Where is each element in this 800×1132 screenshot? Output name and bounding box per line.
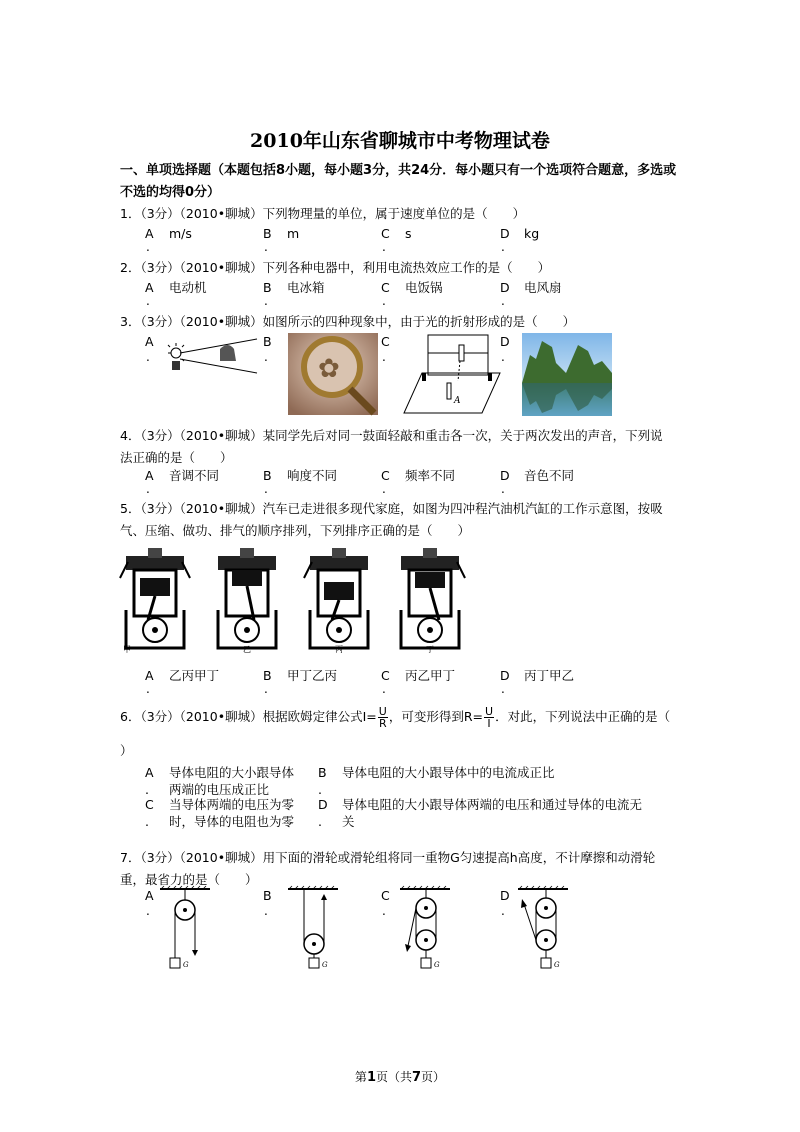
exam-page: 2010年山东省聊城市中考物理试卷 一、单项选择题（本题包括8小题，每小题3分，共24分．每小题只有一个选项符合题意，多选或 不选的均得0分） 1．（3分）（2010•聊城）下列物理量的单位，属于速度单位的是（ ） A m/s B m C s D kg . . . . 2．（3分）（2010•聊城）下列各种电器中，利用电流热效应工作的是（ ） A 电动机 B 电冰箱 C 电饭锅 D 电风扇 . . . . 3．（3分）（2010•聊城）如图所示的四种现象中，由于光的折射形成的是（ ） A B C D . . . . ✿ A 4．（3分）（2010•聊城）某同学先后对同一鼓面轻敲和重击各一次，关于两次发出的声音，下列说 法正确的是（ ） A 音调不同 B 响度不同 C 频率不同 D 音色不同 . . . . 5．（3分）（2010•聊城）汽车已走进很多现代家庭，如图为四冲程汽油机汽缸的工作示意图，按吸 气、压缩、做功、排气的顺序排列，下列排序正确的是（ ） 甲 乙 丙 丁 A 乙丙甲丁 B 甲丁乙丙 C 丙乙甲丁 D 丙丁甲乙 . . . . 6．（3分）（2010•聊城）根据欧姆定律公式I= $\frac{U}{R}$ ，可变形得到R= $\frac{U}{I}$ ．对此，下列说法中正确的是（ ） A 导体电阻的大小跟导体 . 两端的电压成正比 B 导体电阻的大小跟导体中的电流成正比 . C 当导体两端的电压为零 . 时，导体的电阻也为零 D 导体电阻的大小跟导体两端的电压和通过导体的电流无 . 关 7．（3分）（2010•聊城）用下面的滑轮或滑轮组将同一重物G匀速提高h高度，不计摩擦和动滑轮 重，最省力的是（ ） A B C D . . . . G G G G 第1页（共7页） [0, 0, 800, 1132]
q3-option-b-label: B [263, 334, 272, 349]
q2-option-a: A 电动机 [145, 280, 207, 295]
question-number: 7． [120, 850, 141, 865]
question-stem: 下列物理量的单位，属于速度单位的是（ ） [262, 206, 526, 221]
q5-engine-label-2: 乙 [243, 645, 251, 654]
q6-option-b: B 导体电阻的大小跟导体中的电流成正比 . [318, 765, 555, 797]
question-source: （2010•聊城） [179, 428, 263, 443]
q5-option-d: D 丙丁甲乙 [500, 668, 575, 683]
question-5 [120, 498, 690, 542]
q7-pulley-figure-a [160, 886, 220, 976]
q7-option-a-label: A [145, 888, 154, 903]
q5-option-a: A 乙丙甲丁 [145, 668, 220, 683]
q3-figure-c-label: A [454, 396, 461, 406]
q3-option-a-label: A [145, 334, 154, 349]
question-stem-part-b: ，可变形得到R= [388, 709, 483, 724]
q2-option-c: C 电饭锅 [381, 280, 443, 295]
q3-figure-d-landscape-photo [522, 333, 612, 416]
question-stem-line1: 汽车已走进很多现代家庭，如图为四冲程汽油机汽缸的工作示意图，按吸 [262, 501, 663, 516]
q7-option-b-label: B [263, 888, 272, 903]
question-stem-part-c: ．对此，下列说法中正确的是（ [495, 709, 671, 724]
q7-pulley-figure-c [400, 886, 460, 976]
question-stem-line2: 法正确的是（ ） [120, 450, 233, 465]
q6-option-a: A 导体电阻的大小跟导体 . 两端的电压成正比 [145, 765, 295, 797]
question-score: （3分） [140, 850, 180, 865]
question-stem: 下列各种电器中，利用电流热效应工作的是（ ） [262, 260, 551, 275]
q5-option-b: B 甲丁乙丙 [263, 668, 338, 683]
q1-option-b: B m [263, 226, 300, 241]
question-stem-line2: 气、压缩、做功、排气的顺序排列，下列排序正确的是（ ） [120, 523, 471, 538]
q3-figure-a-shadow-image [162, 335, 262, 385]
question-score: （3分） [140, 501, 180, 516]
q7-pulley-figure-b [288, 886, 348, 976]
question-score: （3分） [140, 709, 180, 724]
question-number: 1． [120, 206, 141, 221]
question-number: 3． [120, 314, 141, 329]
question-stem-line2: 重，最省力的是（ ） [120, 872, 258, 887]
question-6-closing: ） [120, 743, 133, 758]
q7-weight-label-b: G [322, 961, 328, 969]
section-heading-line2: 不选的均得0分） [120, 185, 221, 200]
q4-option-c: C 频率不同 [381, 468, 456, 483]
question-stem-part-a: 根据欧姆定律公式I= [262, 709, 377, 724]
q7-weight-label-a: G [183, 961, 189, 969]
q1-option-c: C s [381, 226, 412, 241]
q5-engine-figure-4 [393, 548, 468, 653]
question-7 [120, 847, 690, 891]
page-title: 2010年山东省聊城市中考物理试卷 [250, 130, 550, 152]
q5-engine-label-3: 丙 [335, 645, 343, 654]
question-number: 6． [120, 709, 141, 724]
question-source: （2010•聊城） [179, 709, 263, 724]
q7-weight-label-c: G [434, 961, 440, 969]
question-number: 4． [120, 428, 141, 443]
q5-engine-label-4: 丁 [426, 645, 434, 654]
q5-engine-figure-2 [210, 548, 285, 653]
question-score: （3分） [140, 206, 180, 221]
question-2 [120, 257, 690, 279]
q2-option-d: D 电风扇 [500, 280, 562, 295]
question-6 [120, 706, 690, 729]
q5-engine-figure-3 [302, 548, 377, 653]
q6-option-c: C 当导体两端的电压为零 . 时，导体的电阻也为零 [145, 797, 295, 829]
question-score: （3分） [140, 314, 180, 329]
section-heading-line1: 一、单项选择题（本题包括8小题，每小题3分，共24分．每小题只有一个选项符合题意，多选或 [120, 163, 677, 178]
question-source: （2010•聊城） [179, 314, 263, 329]
question-stem: 如图所示的四种现象中，由于光的折射形成的是（ ） [262, 314, 576, 329]
q4-option-d: D 音色不同 [500, 468, 575, 483]
q1-option-d: D kg [500, 226, 540, 241]
question-source: （2010•聊城） [179, 501, 263, 516]
question-stem-line1: 某同学先后对同一鼓面轻敲和重击各一次，关于两次发出的声音，下列说 [262, 428, 663, 443]
q3-option-c-label: C [381, 334, 390, 349]
q5-option-c: C 丙乙甲丁 [381, 668, 456, 683]
question-score: （3分） [140, 428, 180, 443]
question-number: 5． [120, 501, 141, 516]
q3-figure-b-magnifier-image [288, 333, 378, 415]
question-source: （2010•聊城） [179, 206, 263, 221]
question-number: 2． [120, 260, 141, 275]
question-source: （2010•聊城） [179, 850, 263, 865]
formula-u-over-r: $\frac{U}{R}$ [378, 705, 387, 730]
q7-option-c-label: C [381, 888, 390, 903]
q3-option-d-label: D [500, 334, 510, 349]
q2-option-b: B 电冰箱 [263, 280, 325, 295]
formula-u-over-i: $\frac{U}{I}$ [485, 705, 494, 730]
page-footer: 第1页（共7页） [354, 1070, 446, 1085]
q7-weight-label-d: G [554, 961, 560, 969]
q7-pulley-figure-d [516, 886, 576, 976]
current-page-number: 1 [366, 1070, 376, 1085]
total-page-count: 7 [412, 1070, 422, 1085]
q4-option-b: B 响度不同 [263, 468, 338, 483]
q6-option-d: D 导体电阻的大小跟导体两端的电压和通过导体的电流无 . 关 [318, 797, 643, 829]
question-stem-line1: 用下面的滑轮或滑轮组将同一重物G匀速提高h高度，不计摩擦和动滑轮 [262, 850, 656, 865]
question-1 [120, 203, 690, 225]
question-3 [120, 311, 690, 333]
question-4 [120, 425, 690, 469]
q7-option-d-label: D [500, 888, 510, 903]
svg-text:✿: ✿ [318, 354, 340, 384]
q3-figure-c-mirror-diagram [402, 333, 502, 418]
q5-engine-figure-1 [118, 548, 193, 653]
section-heading [120, 160, 690, 204]
q1-option-a: A m/s [145, 226, 192, 241]
q5-engine-label-1: 甲 [123, 645, 131, 654]
question-score: （3分） [140, 260, 180, 275]
q4-option-a: A 音调不同 [145, 468, 220, 483]
question-source: （2010•聊城） [179, 260, 263, 275]
